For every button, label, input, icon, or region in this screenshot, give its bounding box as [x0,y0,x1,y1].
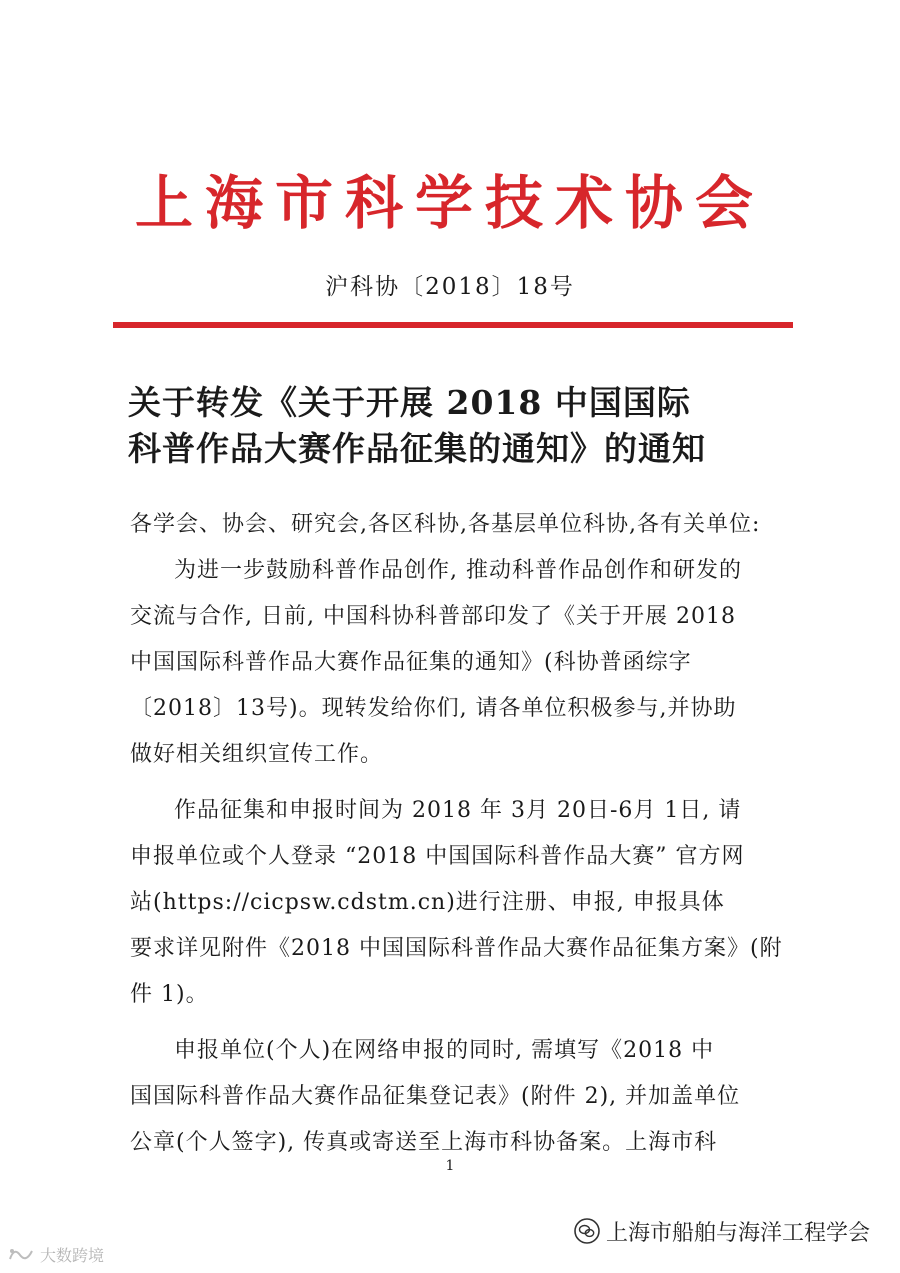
wechat-account-badge [574,1218,870,1244]
document-title [128,380,788,472]
body-line: 做好相关组织宣传工作。 [130,742,384,767]
body-line: 国国际科普作品大赛作品征集登记表》(附件 2), 并加盖单位 [130,1084,741,1109]
wechat-icon [574,1218,600,1244]
body-line: 为进一步鼓励科普作品创作, 推动科普作品创作和研发的 [174,558,742,583]
body-line: 要求详见附件《2018 中国国际科普作品大赛作品征集方案》(附 [130,936,783,961]
watermark-logo-icon [6,1245,36,1265]
body-line: 交流与合作, 日前, 中国科协科普部印发了《关于开展 2018 [130,604,736,629]
body-line: 申报单位(个人)在网络申报的同时, 需填写《2018 中 [174,1038,715,1063]
body-line: 站(https://cicpsw.cdstm.cn)进行注册、申报, 申报具体 [130,890,725,915]
document-body [130,502,790,1166]
body-line: 中国国际科普作品大赛作品征集的通知》(科协普函综字 [130,650,692,675]
document-number: 沪科协〔2018〕18号 [325,274,575,300]
body-line: 申报单位或个人登录 “2018 中国国际科普作品大赛” 官方网 [130,844,745,869]
page-number: 1 [445,1158,455,1174]
body-line: 件 1)。 [130,982,209,1007]
watermark [6,1243,104,1266]
title-line: 科普作品大赛作品征集的通知》的通知 [128,429,706,468]
title-line: 关于转发《关于开展 2018 中国国际 [128,383,691,422]
body-line: 作品征集和申报时间为 2018 年 3月 20日-6月 1日, 请 [174,798,742,823]
body-line: 〔2018〕13号)。现转发给你们, 请各单位积极参与,并协助 [130,696,737,721]
wechat-account-name: 上海市船舶与海洋工程学会 [605,1220,870,1246]
watermark-text: 大数跨境 [40,1246,105,1265]
organization-header: 上海市科学技术协会 [134,169,765,237]
red-divider [113,322,793,328]
body-line: 公章(个人签字), 传真或寄送至上海市科协备案。上海市科 [130,1130,718,1155]
salutation: 各学会、协会、研究会,各区科协,各基层单位科协,各有关单位: [130,512,761,537]
